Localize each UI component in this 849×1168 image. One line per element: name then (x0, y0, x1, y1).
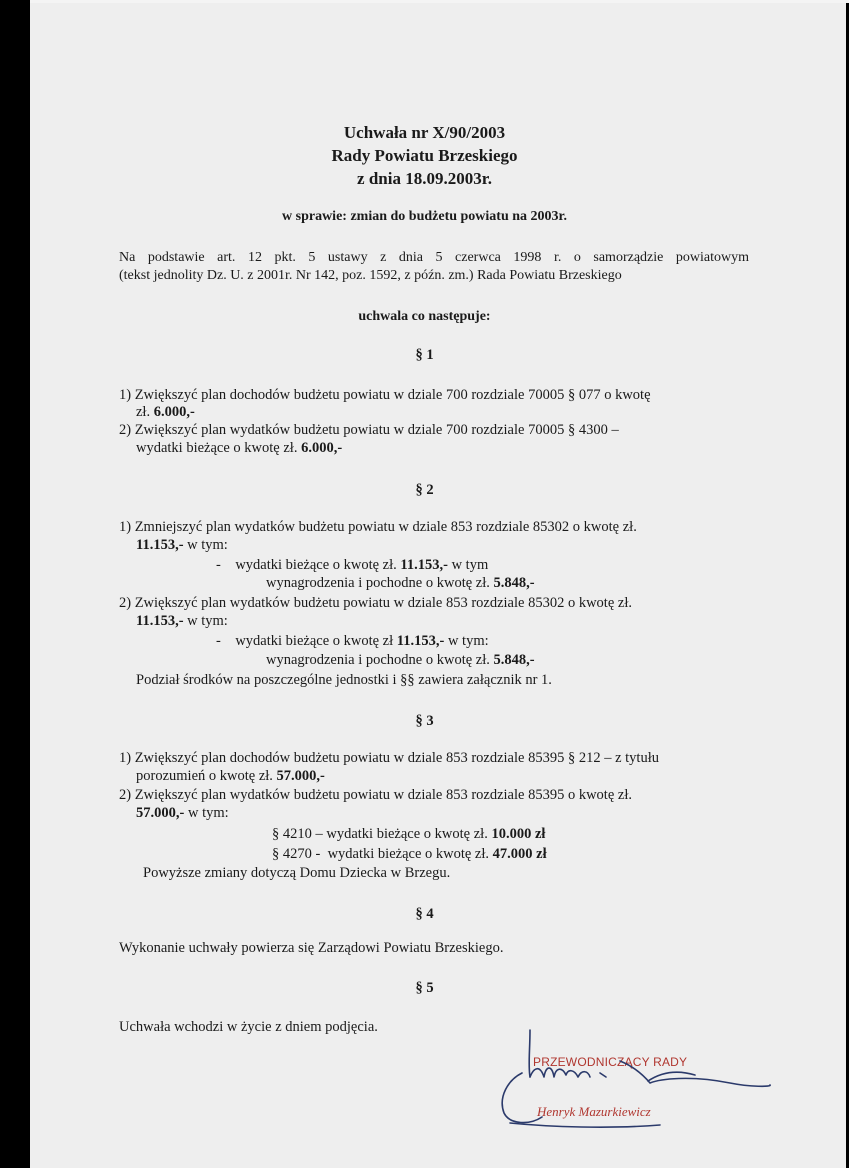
s5-text: Uchwała wchodzi w życie z dniem podjęcia. (119, 1019, 378, 1035)
chairman-stamp-title: PRZEWODNICZĄCY RADY (533, 1055, 688, 1069)
s1-point2-line1: 2) Zwiększyć plan wydatków budżetu powiatu w dziale 700 rozdziale 70005 § 4300 – (119, 422, 619, 438)
resolution-number: Uchwała nr X/90/2003 (343, 123, 506, 142)
s2-point2-sub1: - wydatki bieżące o kwotę zł 11.153,- w tym: (216, 633, 489, 649)
s3-item-4210: § 4210 – wydatki bieżące o kwotę zł. 10.000 zł (272, 826, 546, 842)
s2-note: Podział środków na poszczególne jednostki i §§ zawiera załącznik nr 1. (136, 672, 552, 688)
s2-point1-line1: 1) Zmniejszyć plan wydatków budżetu powiatu w dziale 853 rozdziale 85302 o kwotę zł. (119, 519, 637, 535)
s4-text: Wykonanie uchwały powierza się Zarządowi Powiatu Brzeskiego. (119, 940, 504, 956)
section-2-heading: § 2 (415, 482, 434, 498)
resolution-subject: w sprawie: zmian do budżetu powiatu na 2003r. (282, 209, 567, 224)
resolves-heading: uchwala co następuje: (358, 309, 491, 324)
handwritten-signature (490, 1025, 790, 1135)
section-1-heading: § 1 (415, 347, 434, 363)
section-3-heading: § 3 (415, 713, 434, 729)
s2-point2-line1: 2) Zwiększyć plan wydatków budżetu powiatu w dziale 853 rozdziale 85302 o kwotę zł. (119, 595, 632, 611)
s3-point2-line2: 57.000,- w tym: (136, 805, 229, 821)
s1-point1-line1: 1) Zwiększyć plan dochodów budżetu powiatu w dziale 700 rozdziale 70005 § 077 o kwotę (119, 387, 651, 403)
s3-note: Powyższe zmiany dotyczą Domu Dziecka w Brzegu. (143, 865, 451, 881)
s2-point2-line2: 11.153,- w tym: (136, 613, 228, 629)
page-top-edge (30, 0, 849, 3)
s2-point1-line2: 11.153,- w tym: (136, 537, 228, 553)
s3-point1-line2: porozumień o kwotę zł. 57.000,- (136, 768, 325, 784)
chairman-stamp-name: Henryk Mazurkiewicz (537, 1104, 651, 1119)
preamble-line-2: (tekst jednolity Dz. U. z 2001r. Nr 142, poz. 1592, z późn. zm.) Rada Powiatu Brzeskiego (119, 268, 622, 283)
s2-point1-sub1: - wydatki bieżące o kwotę zł. 11.153,- w tym (216, 557, 489, 573)
s2-point2-sub2: wynagrodzenia i pochodne o kwotę zł. 5.848,- (266, 652, 535, 668)
s2-point1-sub2: wynagrodzenia i pochodne o kwotę zł. 5.848,- (266, 575, 535, 591)
resolution-date: z dnia 18.09.2003r. (357, 169, 492, 188)
s3-item-4270: § 4270 - wydatki bieżące o kwotę zł. 47.000 zł (272, 846, 547, 862)
s3-point2-line1: 2) Zwiększyć plan wydatków budżetu powiatu w dziale 853 rozdziale 85395 o kwotę zł. (119, 787, 632, 803)
s3-point1-line1: 1) Zwiększyć plan dochodów budżetu powiatu w dziale 853 rozdziale 85395 § 212 – z tytułu (119, 750, 659, 766)
section-4-heading: § 4 (415, 906, 434, 922)
council-name: Rady Powiatu Brzeskiego (331, 146, 518, 165)
s1-point2-line2: wydatki bieżące o kwotę zł. 6.000,- (136, 440, 343, 456)
preamble-line-1: Na podstawie art. 12 pkt. 5 ustawy z dnia 5 czerwca 1998 r. o samorządzie powiatowym (119, 250, 749, 265)
s1-point1-line2: zł. 6.000,- (136, 404, 195, 420)
section-5-heading: § 5 (415, 980, 434, 996)
